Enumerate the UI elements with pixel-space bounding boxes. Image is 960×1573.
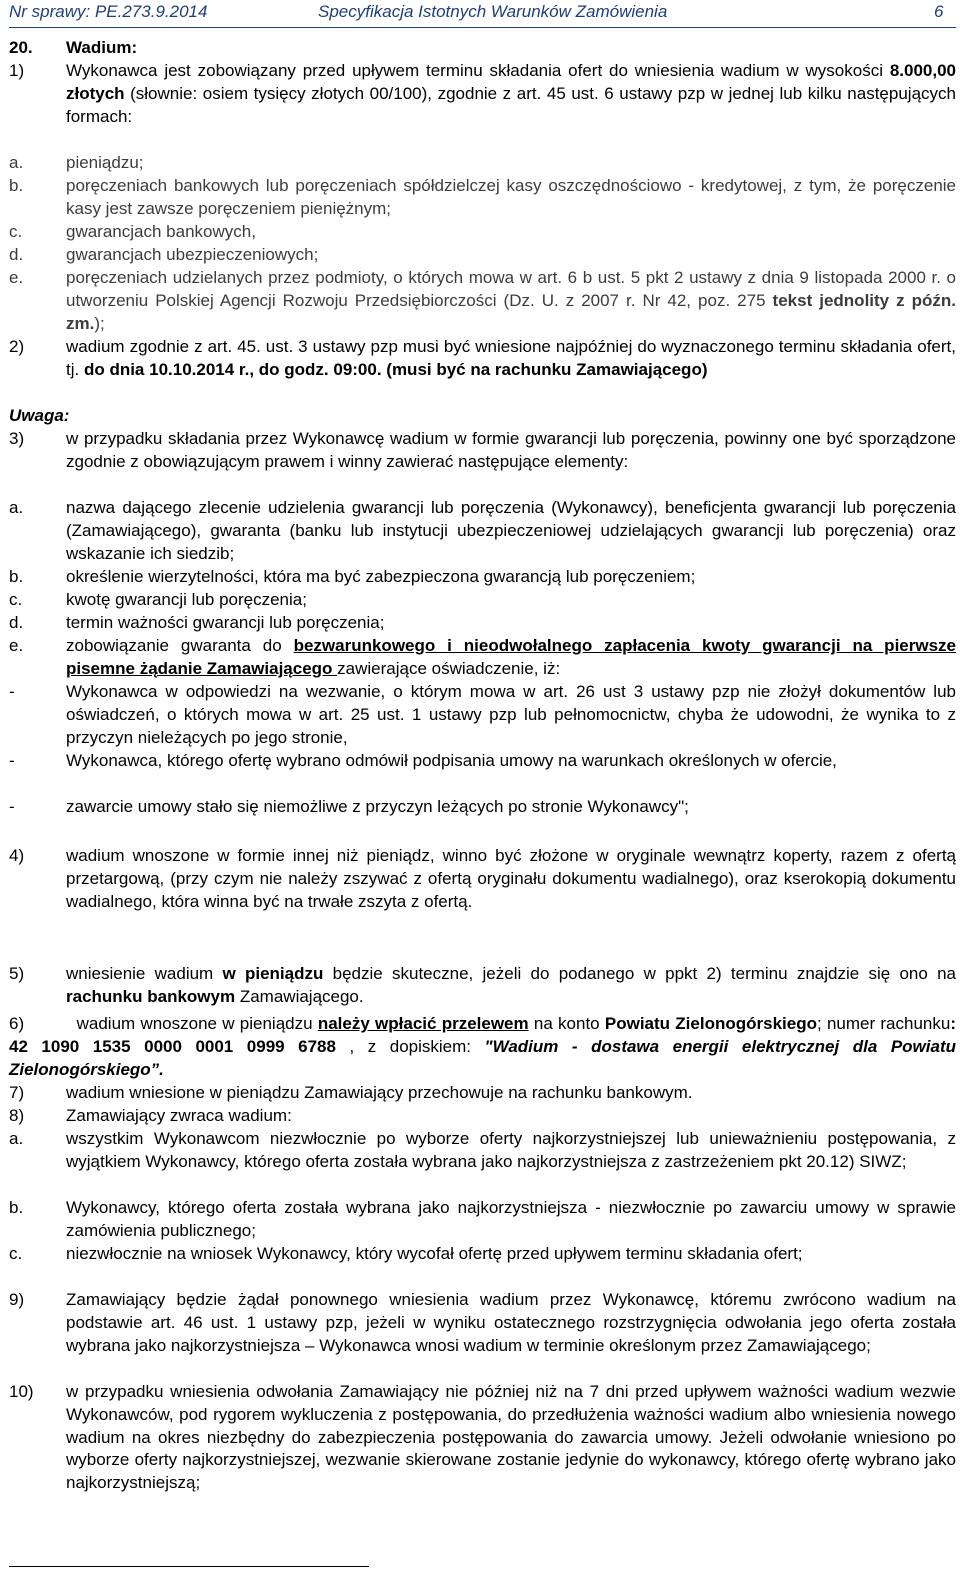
- point-2: 2) wadium zgodnie z art. 45. ust. 3 ustawy pzp musi być wniesione najpóźniej do wyznaczonego terminu składania ofert, tj. do dnia 10.10.2014 r., do godz. 09:00. (musi być na rachunku Zamawiającego): [9, 337, 956, 379]
- dash-item-2: - Wykonawca, którego ofertę wybrano odmówił podpisania umowy na warunkach określonych w ofercie,: [9, 751, 837, 770]
- document-title: Specyfikacja Istotnych Warunków Zamówienia: [318, 2, 668, 21]
- footer-rule: [9, 1566, 369, 1567]
- point-10: 10) w przypadku wniesienia odwołania Zamawiający nie później niż na 7 dni przed upływem ważności wadium wezwie Wykonawców, pod rygorem wykluczenia z postępowania, do przedłużenia ważności wadium albo wniesienia nowego wadium na okres niezbędny do zabezpieczenia postępowania do zawarcia umowy. Jeżeli odwołanie wniesiono po wyborze oferty najkorzystniejszej, wezwanie skierowane zostanie jedynie do wykonawcy, którego ofertę wybrano jako najkorzystniejszą;: [9, 1382, 956, 1493]
- dash-item-3: - zawarcie umowy stało się niemożliwe z przyczyn leżących po stronie Wykonawcy";: [9, 797, 689, 816]
- return-item-c: c. niezwłocznie na wniosek Wykonawcy, który wycofał ofertę przed upływem terminu składania ofert;: [9, 1244, 803, 1263]
- form-item-a: a. pieniądzu;: [9, 153, 144, 172]
- page-header: [0, 0, 960, 28]
- header-divider: [9, 27, 956, 28]
- form-item-c: c. gwarancjach bankowych,: [9, 222, 256, 241]
- element-c: c. kwotę gwarancji lub poręczenia;: [9, 590, 307, 609]
- section-heading: 20. Wadium:: [9, 38, 138, 57]
- point-6: 6) wadium wnoszone w pieniądzu należy wpłacić przelewem na konto Powiatu Zielonogórskiego; numer rachunku: 42 1090 1535 0000 0001 0999 6788 , z dopiskiem: "Wadium - dostawa energii elektrycznej dla Powiatu Zielonogórskiego”.: [9, 1014, 957, 1079]
- point-3: 3) w przypadku składania przez Wykonawcę wadium w formie gwarancji lub poręczenia, powinny one być sporządzone zgodnie z obowiązującym prawem i winny zawierać następujące elementy:: [9, 429, 956, 471]
- note-heading: Uwaga:: [9, 406, 70, 425]
- element-e: e. zobowiązanie gwaranta do bezwarunkowego i nieodwołalnego zapłacenia kwoty gwarancji na pierwsze pisemne żądanie Zamawiającego zawierające oświadczenie, iż:: [9, 636, 956, 678]
- page-number: 6: [934, 2, 944, 21]
- element-a: a. nazwa dającego zlecenie udzielenia gwarancji lub poręczenia (Wykonawcy), beneficjenta gwarancji lub poręczenia (Zamawiającego), gwaranta (banku lub instytucji ubezpieczeniowej udzielających gwarancji lub poręczenia) oraz wskazanie ich siedzib;: [9, 498, 956, 563]
- point-7: 7) wadium wniesione w pieniądzu Zamawiający przechowuje na rachunku bankowym.: [9, 1083, 693, 1102]
- element-b: b. określenie wierzytelności, która ma być zabezpieczona gwarancją lub poręczeniem;: [9, 567, 696, 586]
- case-number: Nr sprawy: PE.273.9.2014: [9, 2, 208, 21]
- form-item-d: d. gwarancjach ubezpieczeniowych;: [9, 245, 319, 264]
- point-8: 8) Zamawiający zwraca wadium:: [9, 1106, 292, 1125]
- point-1: 1) Wykonawca jest zobowiązany przed upływem terminu składania ofert do wniesienia wadium w wysokości 8.000,00 złotych (słownie: osiem tysięcy złotych 00/100), zgodnie z art. 45 ust. 6 ustawy pzp w jednej lub kilku następujących formach:: [9, 61, 956, 126]
- return-item-a: a. wszystkim Wykonawcom niezwłocznie po wyborze oferty najkorzystniejszej lub unieważnieniu postępowania, z wyjątkiem Wykonawcy, którego oferta została wybrana jako najkorzystniejsza z zastrzeżeniem pkt 20.12) SIWZ;: [9, 1129, 956, 1171]
- element-d: d. termin ważności gwarancji lub poręczenia;: [9, 613, 385, 632]
- point-5: 5) wniesienie wadium w pieniądzu będzie skuteczne, jeżeli do podanego w ppkt 2) terminu znajdzie się ono na rachunku bankowym Zamawiającego.: [9, 964, 957, 1006]
- dash-item-1: - Wykonawca w odpowiedzi na wezwanie, o którym mowa w art. 26 ust 3 ustawy pzp nie złożył dokumentów lub oświadczeń, o których mowa w art. 25 ust. 1 ustawy pzp lub pełnomocnictw, chyba że udowodni, że wynika to z przyczyn nieleżących po jego stronie,: [9, 682, 956, 747]
- form-item-e: e. poręczeniach udzielanych przez podmioty, o których mowa w art. 6 b ust. 5 pkt 2 ustawy z dnia 9 listopada 2000 r. o utworzeniu Polskiej Agencji Rozwoju Przedsiębiorczości (Dz. U. z 2007 r. Nr 42, poz. 275 tekst jednolity z późn. zm.);: [9, 268, 957, 333]
- point-4: 4) wadium wnoszone w formie innej niż pieniądz, winno być złożone w oryginale wewnątrz koperty, razem z ofertą przetargową, (przy czym nie należy zszywać z ofertą oryginału dokumentu wadialnego), oraz kserokopią dokumentu wadialnego, która winna być na trwałe zszyta z ofertą.: [9, 846, 956, 911]
- return-item-b: b. Wykonawcy, którego oferta została wybrana jako najkorzystniejsza - niezwłocznie po zawarciu umowy w sprawie zamówienia publicznego;: [9, 1198, 956, 1240]
- point-9: 9) Zamawiający będzie żądał ponownego wniesienia wadium przez Wykonawcę, któremu zwrócono wadium na podstawie art. 46 ust. 1 ustawy pzp, jeżeli w wyniku ostatecznego rozstrzygnięcia odwołania jego oferta została wybrana jako najkorzystniejsza – Wykonawca wnosi wadium w terminie określonym przez Zamawiającego;: [9, 1290, 956, 1355]
- form-item-b: b. poręczeniach bankowych lub poręczeniach spółdzielczej kasy oszczędnościowo - kredytowej, z tym, że poręczenie kasy jest zawsze poręczeniem pieniężnym;: [9, 176, 956, 218]
